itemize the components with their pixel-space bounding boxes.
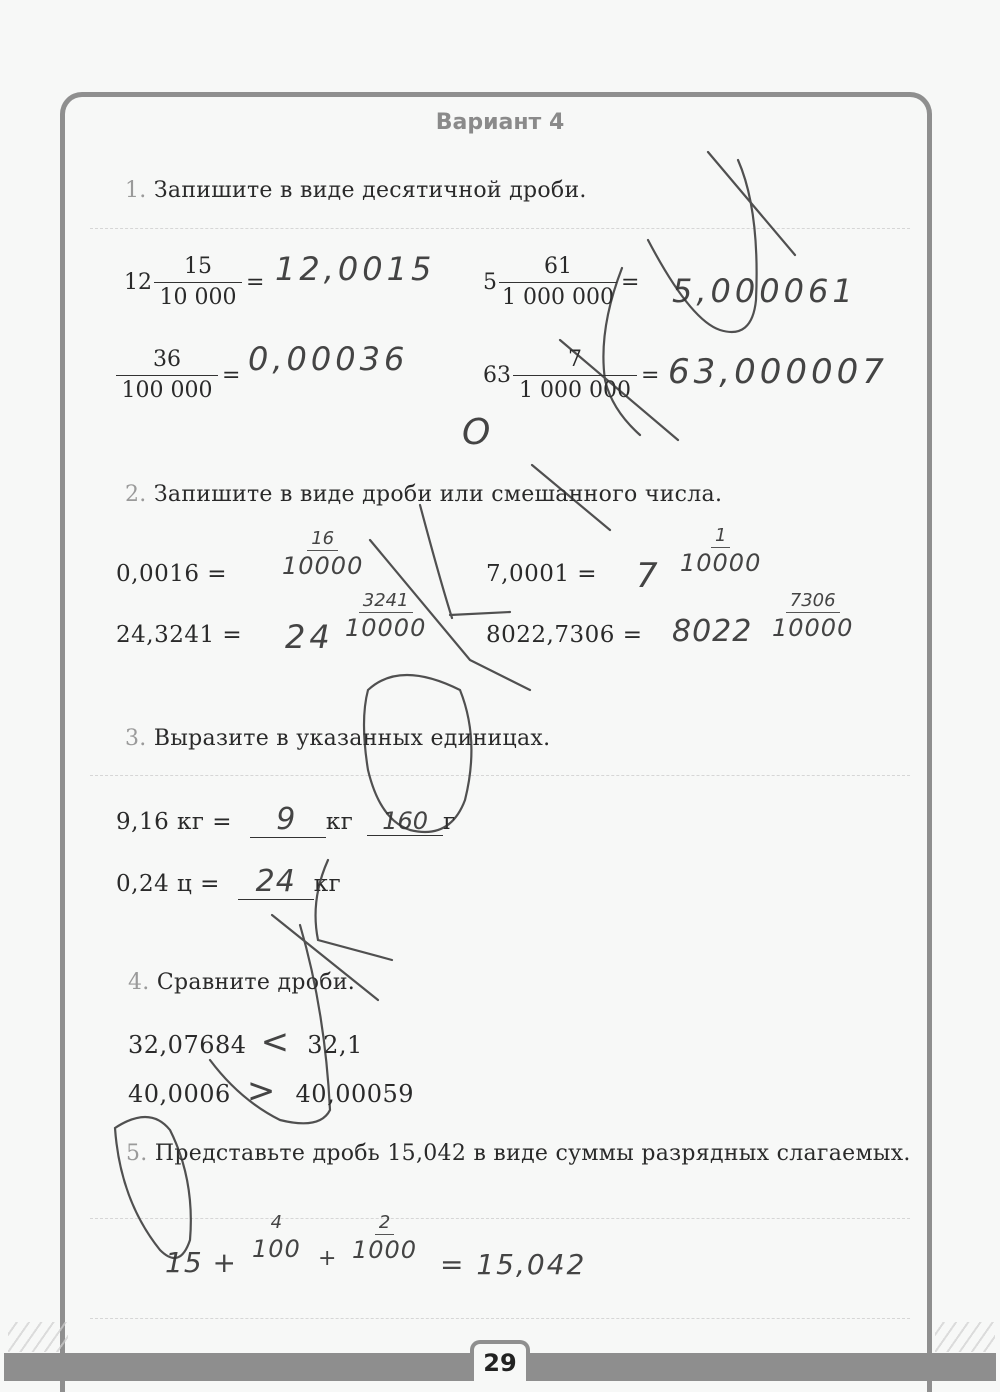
numerator: 15 (154, 252, 242, 283)
left-value: 32,07684 (128, 1031, 247, 1059)
denominator: 1000 (352, 1236, 418, 1264)
task-2-expr-1: 0,0016 = (116, 561, 228, 587)
unit-g: г (443, 809, 456, 835)
whole-part: 12 (124, 270, 152, 295)
numerator: 16 (307, 528, 338, 551)
decorative-hatch-left (8, 1322, 68, 1352)
answer-2-3-whole: 24 (285, 618, 334, 656)
task-2-expr-4: 8022,7306 = (486, 622, 643, 648)
guide-line (90, 228, 910, 229)
numerator: 1 (711, 525, 730, 548)
answer-2-2-whole: 7 (636, 556, 662, 596)
task-3-heading (125, 726, 550, 751)
numerator: 7306 (786, 590, 840, 613)
answer-2-4-whole: 8022 (672, 614, 753, 649)
right-value: 32,1 (307, 1031, 363, 1059)
guide-line (90, 1218, 910, 1219)
answer-g: 160 (382, 807, 428, 835)
comparison-sign: > (246, 1071, 280, 1111)
task-number: 2. (125, 482, 147, 507)
denominator: 100 000 (121, 378, 213, 403)
task-text: Запишите в виде десятичной дроби. (153, 178, 587, 203)
whole-part: 63 (483, 363, 511, 388)
unit-kg: кг (325, 809, 354, 835)
answer-5-term-1 (252, 1212, 301, 1264)
denominator: 1 000 000 (519, 378, 631, 403)
task-number: 5. (126, 1141, 148, 1166)
equals-sign: = (222, 363, 241, 388)
plus-sign: + (318, 1246, 341, 1271)
task-text: Запишите в виде дроби или смешанного числа. (153, 482, 723, 507)
numerator: 7 (513, 345, 637, 376)
numerator: 2 (375, 1212, 394, 1235)
task-2-heading (125, 482, 722, 507)
task-5-heading (82, 1135, 914, 1173)
answer-1-3: 0,00036 (248, 340, 409, 378)
page-number: 29 (470, 1340, 530, 1381)
task-1-fraction-3 (116, 345, 240, 406)
numerator: 3241 (359, 590, 413, 613)
comparison-sign: < (260, 1022, 294, 1062)
task-2-expr-2: 7,0001 = (486, 561, 598, 587)
answer-kg: 9 (276, 802, 300, 837)
denominator: 10 000 (159, 285, 237, 310)
answer-2-2 (680, 525, 761, 578)
answer-kg: 24 (255, 864, 296, 899)
whole-part: 5 (483, 270, 497, 295)
answer-2-3 (345, 590, 426, 643)
task-1-fraction-1 (124, 252, 264, 313)
task-text: Представьте дробь 15,042 в виде суммы разрядных слагаемых. (154, 1141, 911, 1166)
numerator: 61 (499, 252, 617, 283)
equals-sign: = (621, 270, 640, 295)
numerator: 4 (270, 1212, 283, 1233)
expression: 0,24 ц = (116, 871, 220, 897)
task-1-heading (125, 178, 587, 203)
task-number: 1. (125, 178, 147, 203)
task-4-row-2 (128, 1071, 414, 1111)
task-1-fraction-2 (483, 252, 639, 313)
denominator: 10000 (680, 549, 762, 577)
answer-1-2: 5,000061 (672, 272, 857, 310)
left-value: 40,0006 (128, 1080, 231, 1108)
answer-1-4: 63,000007 (668, 352, 888, 392)
task-4-heading (128, 970, 355, 995)
task-number: 3. (125, 726, 147, 751)
task-4-row-1 (128, 1022, 363, 1062)
answer-5-result: = 15,042 (440, 1248, 587, 1281)
numerator: 36 (116, 345, 218, 376)
denominator: 10000 (282, 552, 364, 580)
denominator: 10000 (345, 614, 427, 642)
task-3-row-1 (116, 802, 456, 838)
task-text: Выразите в указанных единицах. (153, 726, 551, 751)
task-2-expr-3: 24,3241 = (116, 622, 243, 648)
unit-kg: кг (313, 871, 342, 897)
task-3-row-2 (116, 864, 341, 900)
expression: 9,16 кг = (116, 809, 233, 835)
grade-mark: О (462, 412, 491, 453)
answer-2-1 (282, 528, 363, 581)
task-number: 4. (128, 970, 150, 995)
task-text: Сравните дроби. (156, 970, 356, 995)
denominator: 1 000 000 (502, 285, 614, 310)
guide-line (90, 1318, 910, 1319)
denominator: 100 (252, 1235, 301, 1263)
task-1-fraction-4 (483, 345, 659, 406)
equals-sign: = (246, 270, 265, 295)
answer-5-whole: 15 + (165, 1246, 237, 1279)
right-value: 40,00059 (295, 1080, 415, 1108)
guide-line (90, 775, 910, 776)
answer-1-1: 12,0015 (275, 250, 436, 288)
decorative-hatch-right (935, 1322, 995, 1352)
answer-5-term-2 (352, 1212, 417, 1265)
variant-title: Вариант 4 (435, 110, 565, 135)
answer-2-4 (772, 590, 853, 643)
equals-sign: = (641, 363, 660, 388)
denominator: 10000 (772, 614, 854, 642)
